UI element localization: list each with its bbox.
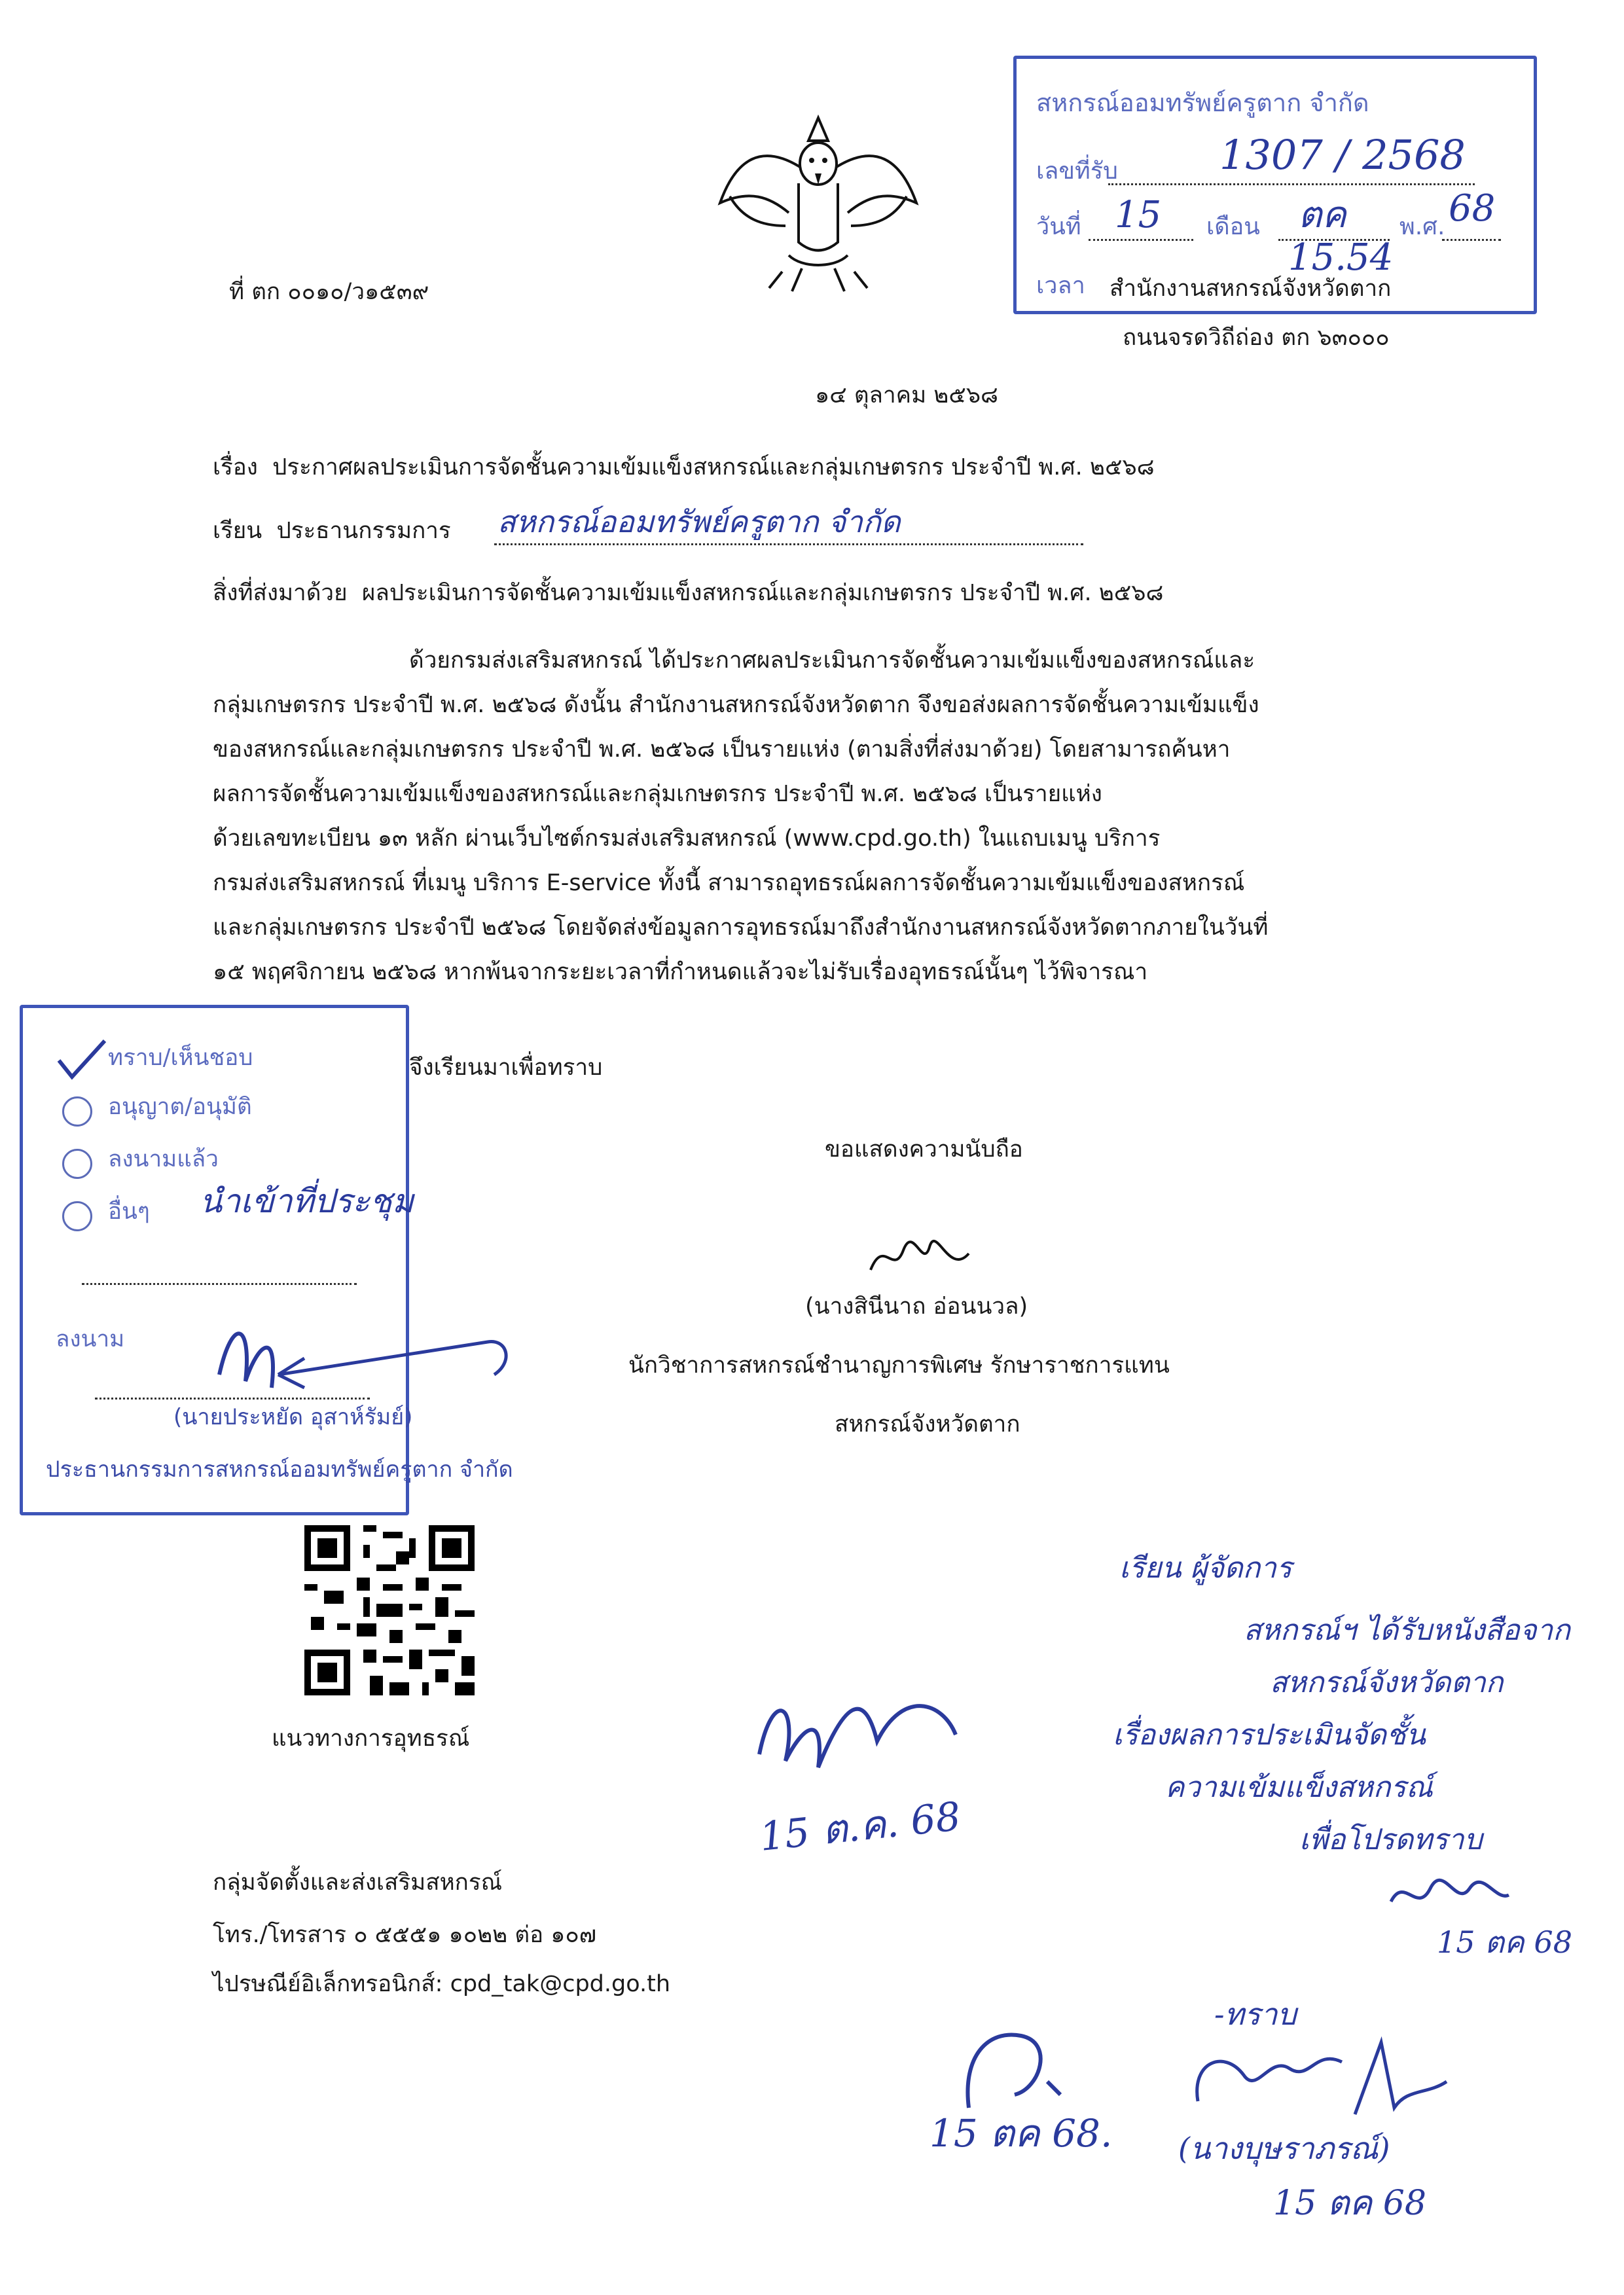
footer-email: ไปรษณีย์อิเล็กทรอนิกส์: cpd_tak@cpd.go.th [213, 1971, 671, 1997]
receipt-year-value: 68 [1449, 187, 1496, 230]
stamp-signer-name: (นายประหยัด อุสาห์รัมย์) [173, 1404, 413, 1430]
signer-office: สหกรณ์จังหวัดตาก [835, 1411, 1020, 1437]
qr-caption: แนวทางการอุทธรณ์ [272, 1726, 470, 1752]
body-paragraph [213, 638, 1453, 994]
body-line: กรมส่งเสริมสหกรณ์ ที่เมนู บริการ E-service ทั้งนี้ สามารถอุทธรณ์ผลการจัดชั้นความเข้มแข็งของสหกรณ์ [213, 870, 1245, 896]
right-note-date: 15 ตค 68 [1437, 1925, 1572, 1960]
official-signature [864, 1231, 975, 1286]
receipt-time-value: 15.54 [1288, 236, 1394, 279]
body-line: ๑๕ พฤศจิกายน ๒๕๖๘ หากพ้นจากระยะเวลาที่กำหนดแล้วจะไม่รับเรื่องอุทธรณ์นั้นๆ ไว้พิจารณา [213, 959, 1148, 985]
option-other: อื่นๆ [108, 1199, 150, 1225]
stamp-sign-label: ลงนาม [56, 1326, 125, 1352]
right-note-line: สหกรณ์จังหวัดตาก [1270, 1666, 1504, 1699]
receipt-day-label: วันที่ [1036, 213, 1081, 240]
right-note-line: ความเข้มแข็งสหกรณ์ [1165, 1771, 1433, 1804]
radio-circle-icon [62, 1201, 92, 1231]
right-note-signature [1384, 1869, 1515, 1924]
body-line: ของสหกรณ์และกลุ่มเกษตรกร ประจำปี พ.ศ. ๒๕๖๘ เป็นรายแห่ง (ตามสิ่งที่ส่งมาด้วย) โดยสามารถค้นหา [213, 736, 1231, 763]
president-signature [206, 1303, 514, 1403]
bottom-right-date: 15 ตค 68 [1273, 2184, 1426, 2223]
bottom-right-signature [1185, 2023, 1460, 2137]
receipt-no-line [1108, 183, 1475, 185]
receipt-year-label: พ.ศ. [1399, 213, 1445, 240]
closing-line: จึงเรียนมาเพื่อทราบ [409, 1055, 603, 1081]
option-signed: ลงนามแล้ว [108, 1146, 219, 1172]
body-line: ด้วยกรมส่งเสริมสหกรณ์ ได้ประกาศผลประเมินการจัดชั้นความเข้มแข็งของสหกรณ์และ [409, 647, 1255, 674]
option-acknowledge: ทราบ/เห็นชอบ [108, 1045, 253, 1071]
bottom-right-note: -ทราบ [1214, 1997, 1297, 2032]
receipt-time-label: เวลา [1036, 272, 1085, 299]
to-dotted-line [494, 543, 1083, 545]
body-line: กลุ่มเกษตรกร ประจำปี พ.ศ. ๒๕๖๘ ดังนั้น สำนักงานสหกรณ์จังหวัดตาก จึงขอส่งผลการจัดชั้นความเข้มแข็ง [213, 692, 1259, 718]
attachment-text: ผลประเมินการจัดชั้นความเข้มแข็งสหกรณ์และกลุ่มเกษตรกร ประจำปี พ.ศ. ๒๕๖๘ [361, 580, 1164, 606]
regards: ขอแสดงความนับถือ [825, 1136, 1023, 1163]
bottom-mid-date: 15 ตค 68. [929, 2111, 1113, 2156]
bottom-right-name: (นางบุษราภรณ์) [1178, 2131, 1390, 2166]
radio-circle-icon [62, 1096, 92, 1127]
body-line: ด้วยเลขทะเบียน ๑๓ หลัก ผ่านเว็บไซต์กรมส่งเสริมสหกรณ์ (www.cpd.go.th) ในแถบเมนู บริการ [213, 825, 1161, 852]
center-initials-signature [746, 1663, 969, 1796]
office-address: ถนนจรดวิถีถ่อง ตก ๖๓๐๐๐ [1123, 325, 1390, 351]
center-note-date: 15 ต.ค. 68 [757, 1794, 963, 1860]
right-note-line: เพื่อโปรดทราบ [1299, 1823, 1483, 1856]
option-other-handwritten: นำเข้าที่ประชุม [200, 1182, 414, 1220]
signer-title: นักวิชาการสหกรณ์ชำนาญการพิเศษ รักษาราชการแทน [628, 1352, 1170, 1379]
footer-phone: โทร./โทรสาร ๐ ๕๕๕๑ ๑๐๒๒ ต่อ ๑๐๗ [213, 1922, 597, 1948]
bottom-mid-signature [949, 2016, 1093, 2123]
receipt-no-label: เลขที่รับ [1036, 158, 1118, 185]
right-note-line: สหกรณ์ฯ ได้รับหนังสือจาก [1244, 1614, 1570, 1647]
receipt-month-label: เดือน [1206, 213, 1260, 240]
attachment-line [213, 579, 1164, 607]
to-label: เรียน [213, 518, 262, 544]
to-prefix: ประธานกรรมการ [276, 518, 451, 544]
checkmark-icon [56, 1038, 108, 1086]
letter-date: ๑๔ ตุลาคม ๒๕๖๘ [815, 382, 999, 408]
qr-code [304, 1525, 475, 1695]
stamp-dotted-line [82, 1283, 357, 1285]
signer-name: (นางสินีนาถ อ่อนนวล) [805, 1293, 1028, 1320]
option-approve: อนุญาต/อนุมัติ [108, 1094, 252, 1120]
to-line [213, 517, 451, 545]
receipt-org: สหกรณ์ออมทรัพย์ครูตาก จำกัด [1036, 88, 1369, 117]
body-line: ผลการจัดชั้นความเข้มแข็งของสหกรณ์และกลุ่มเกษตรกร ประจำปี พ.ศ. ๒๕๖๘ เป็นรายแห่ง [213, 781, 1102, 807]
receipt-day-value: 15 [1115, 194, 1162, 236]
garuda-emblem [710, 105, 926, 295]
body-line: และกลุ่มเกษตรกร ประจำปี ๒๕๖๘ โดยจัดส่งข้อมูลการอุทธรณ์มาถึงสำนักงานสหกรณ์จังหวัดตากภายในวันที่ [213, 914, 1269, 941]
receipt-year-line [1442, 239, 1501, 241]
subject-line [213, 454, 1155, 481]
footer-department: กลุ่มจัดตั้งและส่งเสริมสหกรณ์ [213, 1870, 503, 1896]
radio-circle-icon [62, 1149, 92, 1179]
subject-text: ประกาศผลประเมินการจัดชั้นความเข้มแข็งสหกรณ์และกลุ่มเกษตรกร ประจำปี พ.ศ. ๒๕๖๘ [272, 454, 1155, 480]
attachment-label: สิ่งที่ส่งมาด้วย [213, 580, 348, 606]
to-handwritten-name: สหกรณ์ออมทรัพย์ครูตาก จำกัด [497, 504, 901, 539]
reference-number: ที่ ตก ๐๐๑๐/ว๑๕๓๙ [229, 279, 429, 305]
stamp-signer-position: ประธานกรรมการสหกรณ์ออมทรัพย์ครูตาก จำกัด [46, 1456, 513, 1483]
stamp-name-line [95, 1398, 370, 1400]
receipt-no-value: 1307 / 2568 [1219, 131, 1466, 179]
receipt-day-line [1089, 239, 1193, 241]
receipt-month-value: ตค [1298, 194, 1346, 236]
office-name: สำนักงานสหกรณ์จังหวัดตาก [1110, 276, 1392, 302]
right-note-line: เรื่องผลการประเมินจัดชั้น [1113, 1718, 1426, 1752]
subject-label: เรื่อง [213, 454, 258, 480]
right-note-line: เรียน ผู้จัดการ [1119, 1551, 1292, 1585]
